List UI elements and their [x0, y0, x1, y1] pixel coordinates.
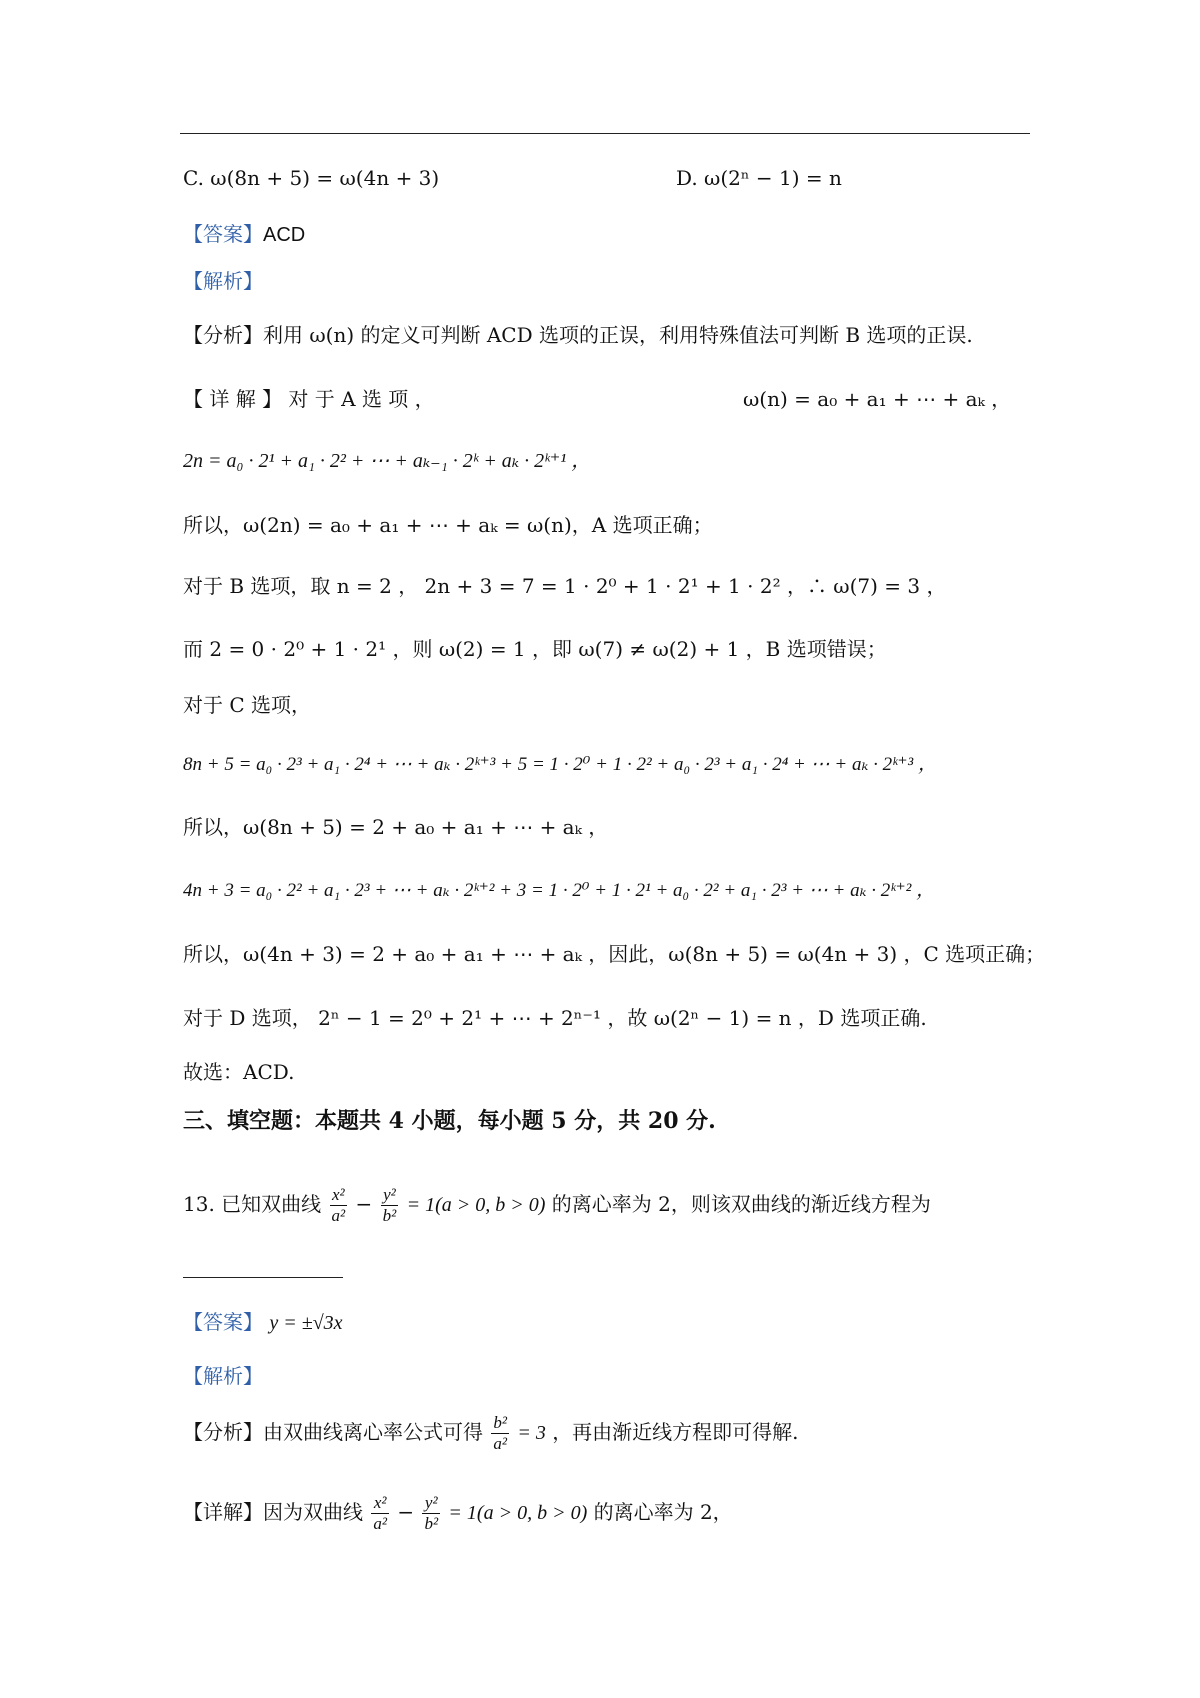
q13-cond: = 1(a > 0, b > 0) — [406, 1194, 546, 1216]
q13-detail-pre: 【详解】因为双曲线 — [183, 1500, 363, 1524]
q13-prefix: 13. 已知双曲线 — [183, 1192, 322, 1216]
q12-line-c3: 4n + 3 = a₀ · 2² + a₁ · 2³ + ⋯ + aₖ · 2ᵏ⁺² + 3 = 1 · 2⁰ + 1 · 2¹ + a₀ · 2² + a₁ · 2³ + ⋯ + aₖ · 2ᵏ⁺² ， — [183, 880, 936, 901]
q12-line-c2: 所以，ω(8n + 5) = 2 + a₀ + a₁ + ⋯ + aₖ ， — [183, 815, 609, 839]
q13-detail-minus: − — [397, 1500, 415, 1524]
header-rule — [180, 133, 1030, 134]
q13-detail-suffix: 的离心率为 2， — [593, 1500, 733, 1524]
q12-line-c4: 所以，ω(4n + 3) = 2 + a₀ + a₁ + ⋯ + aₖ ，因此，ω(8n + 5) = ω(4n + 3) ，C 选项正确； — [183, 942, 1046, 966]
q12-line-d: 对于 D 选项， 2ⁿ − 1 = 2⁰ + 2¹ + ⋯ + 2ⁿ⁻¹ ，故 ω(2ⁿ − 1) = n ，D 选项正确. — [183, 1006, 927, 1030]
q12-detail-head — [183, 384, 1033, 414]
q13-fenxi-post: ，再由渐近线方程即可得解. — [552, 1420, 799, 1444]
detail-head-text: 【 详 解 】 对 于 A 选 项 ， — [183, 387, 435, 411]
q13-detail — [183, 1488, 733, 1537]
option-d: D. ω(2ⁿ − 1) = n — [676, 166, 842, 190]
q13-fenxi-eq: = 3 — [517, 1422, 546, 1444]
answer-blank — [183, 1277, 343, 1278]
q13-answer-line — [183, 1307, 343, 1338]
q13-analysis-tag: 【解析】 — [183, 1364, 263, 1388]
q13-answer: y = ±√3x — [269, 1312, 343, 1334]
q13-fenxi-pre: 【分析】由双曲线离心率公式可得 — [183, 1420, 483, 1444]
q13-detail-cond: = 1(a > 0, b > 0) — [448, 1502, 588, 1524]
q12-answer: ACD — [263, 224, 306, 246]
q13-frac-y: $\frac{\text{y²}}{\text{b²}}$ — [382, 1185, 397, 1225]
q12-line-c1: 8n + 5 = a₀ · 2³ + a₁ · 2⁴ + ⋯ + aₖ · 2ᵏ⁺³ + 5 = 1 · 2⁰ + 1 · 2² + a₀ · 2³ + a₁ · 2⁴ + ⋯ + aₖ · 2ᵏ⁺³ ， — [183, 754, 937, 775]
q13-minus: − — [355, 1192, 373, 1216]
q12-answer-line — [183, 219, 305, 250]
q12-line-c0: 对于 C 选项， — [183, 693, 312, 717]
q12-line-b1: 对于 B 选项，取 n = 2 ， 2n + 3 = 7 = 1 · 2⁰ + 1 · 2¹ + 1 · 2² ，∴ ω(7) = 3 ， — [183, 574, 947, 598]
option-c: C. ω(8n + 5) = ω(4n + 3) — [183, 166, 440, 190]
q13-fenxi — [183, 1408, 799, 1457]
section3-heading: 三、填空题：本题共 4 小题，每小题 5 分，共 20 分. — [183, 1108, 716, 1134]
q12-line-2n: 2n = a₀ · 2¹ + a₁ · 2² + ⋯ + aₖ₋₁ · 2ᵏ + aₖ · 2ᵏ⁺¹ ， — [183, 450, 592, 472]
q13-answer-tag: 【答案】 — [183, 1310, 263, 1334]
q13-suffix: 的离心率为 2，则该双曲线的渐近线方程为 — [551, 1192, 931, 1216]
q12-line-b2: 而 2 = 0 · 2⁰ + 1 · 2¹ ，则 ω(2) = 1 ，即 ω(7) ≠ ω(2) + 1 ，B 选项错误； — [183, 637, 887, 661]
q13-question — [183, 1180, 931, 1229]
q13-fenxi-frac: $\frac{\text{b²}}{\text{a²}}$ — [493, 1413, 507, 1453]
q12-analysis-tag: 【解析】 — [183, 269, 263, 293]
q12-fenxi: 【分析】利用 ω(n) 的定义可判断 ACD 选项的正误，利用特殊值法可判断 B 选项的正误. — [183, 323, 973, 347]
q12-final: 故选：ACD. — [183, 1060, 295, 1084]
q13-detail-frac-x: $\frac{\text{x²}}{\text{a²}}$ — [373, 1493, 387, 1533]
answer-tag: 【答案】 — [183, 222, 263, 246]
q13-detail-frac-y: $\frac{\text{y²}}{\text{b²}}$ — [424, 1493, 439, 1533]
q12-line-a: 所以，ω(2n) = a₀ + a₁ + ⋯ + aₖ = ω(n)，A 选项正确； — [183, 513, 713, 537]
detail-head-eq: ω(n) = a₀ + a₁ + ⋯ + aₖ ， — [743, 387, 1012, 411]
q13-frac-x: $\frac{\text{x²}}{\text{a²}}$ — [331, 1185, 346, 1225]
